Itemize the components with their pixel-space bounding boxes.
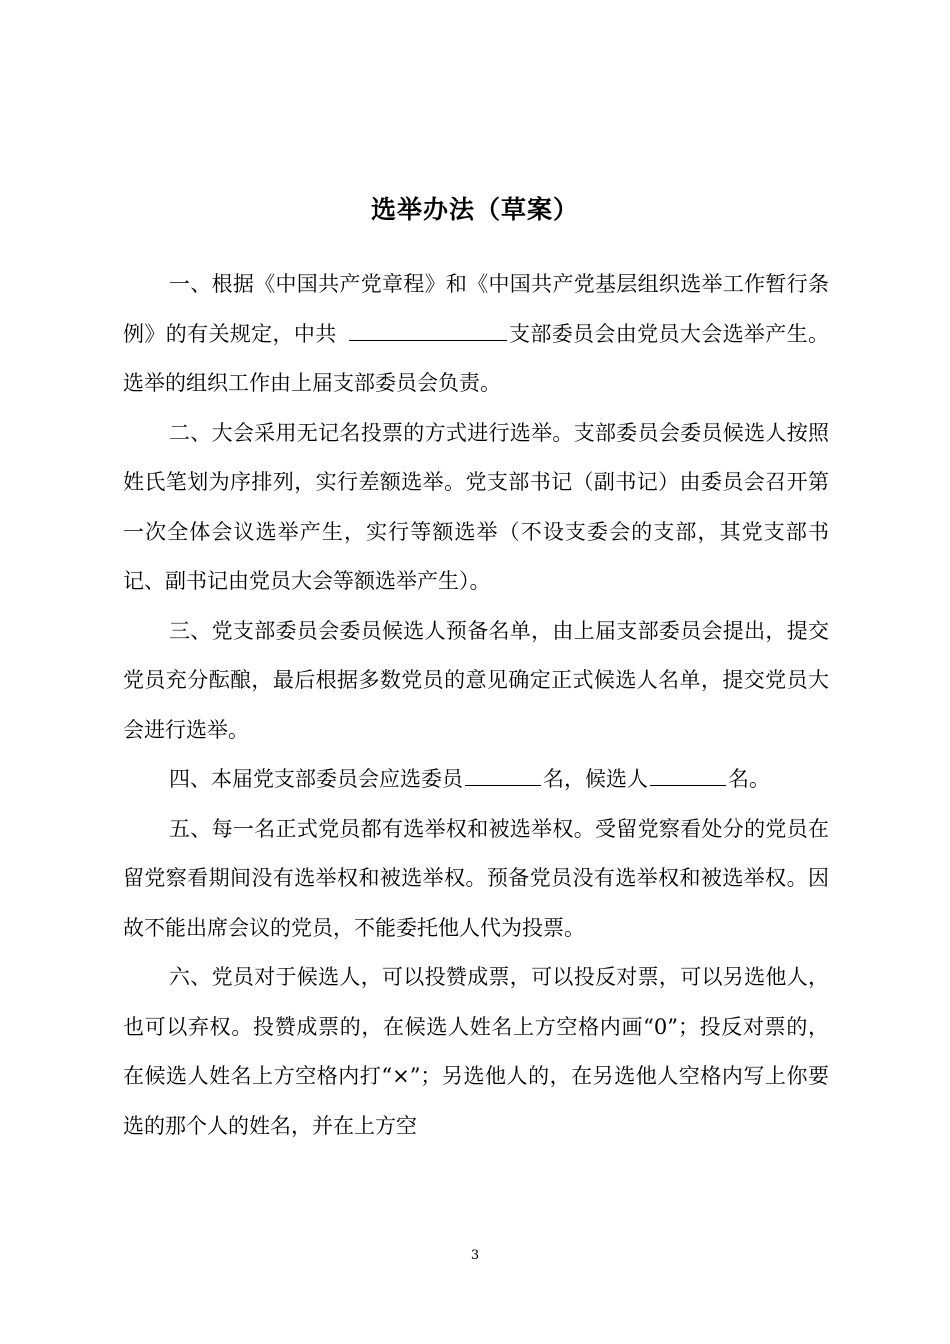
paragraph-1	[123, 260, 829, 409]
page-number: 3	[470, 1248, 480, 1263]
paragraph-4-text-b: 名，候选人	[543, 767, 648, 791]
committee-count-blank	[465, 759, 541, 786]
paragraph-3: 三、党支部委员会委员候选人预备名单，由上届支部委员会提出，提交党员充分酝酿，最后根据多数党员的意见确定正式候选人名单，提交党员大会进行选举。	[123, 618, 829, 742]
paragraph-4-text-c: 名。	[728, 767, 770, 791]
paragraph-4-text-a: 四、本届党支部委员会应选委员	[169, 767, 463, 791]
paragraph-1-text-a: 一、根据《中国共产党章程》和《中国共产党基层组织选举工作暂行条例》的有关规定，中共	[123, 272, 829, 346]
paragraph-5: 五、每一名正式党员都有选举权和被选举权。受留党察看处分的党员在留党察看期间没有选举权和被选举权。预备党员没有选举权和被选举权。因故不能出席会议的党员，不能委托他人代为投票。	[123, 816, 829, 940]
paragraph-2: 二、大会采用无记名投票的方式进行选举。支部委员会委员候选人按照姓氏笔划为序排列，实行差额选举。党支部书记（副书记）由委员会召开第一次全体会议选举产生，实行等额选举（不设支委会的支部，其党支部书记、副书记由党员大会等额选举产生）。	[123, 420, 829, 593]
page-title: 选举办法（草案）	[370, 195, 579, 224]
document-body	[123, 260, 829, 1151]
branch-name-blank	[349, 314, 507, 341]
candidate-count-blank	[650, 759, 726, 786]
paragraph-1-text-b: 支部委员会由党员大会选举产生。选举的组织工作由上届支部委员会负责。	[123, 321, 830, 395]
paragraph-4	[123, 755, 829, 805]
paragraph-6: 六、党员对于候选人，可以投赞成票，可以投反对票，可以另选他人，也可以弃权。投赞成票的，在候选人姓名上方空格内画“0”；投反对票的，在候选人姓名上方空格内打“×”；另选他人的，在另选他人空格内写上你要选的那个人的姓名，并在上方空	[123, 965, 829, 1138]
